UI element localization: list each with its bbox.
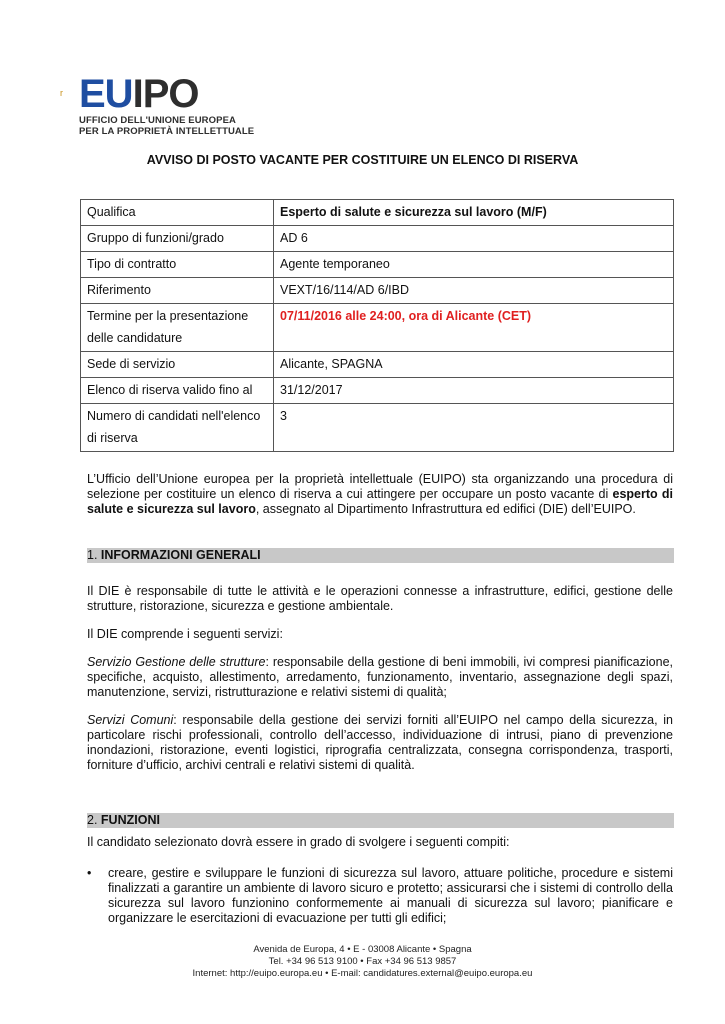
- footer-contact: Internet: http://euipo.europa.eu • E-mail: candidatures.external@euipo.europa.eu: [192, 968, 533, 979]
- logo-subtitle-line1: UFFICIO DELL'UNIONE EUROPEA: [79, 115, 236, 126]
- paragraph-common-services: [87, 713, 673, 773]
- marker-tick: r: [60, 88, 63, 98]
- paragraph: Il candidato selezionato dovrà essere in grado di svolgere i seguenti compiti:: [87, 835, 510, 849]
- footer-phone: Tel. +34 96 513 9100 • Fax +34 96 513 9857: [268, 956, 457, 967]
- section-title: INFORMAZIONI GENERALI: [100, 548, 261, 562]
- row-label: Riferimento: [81, 278, 274, 304]
- table-row: [81, 278, 674, 304]
- intro-text-a: L’Ufficio dell’Unione europea per la proprietà intellettuale (EUIPO) sta organizzando una procedura di selezione per costituire un elenco di riserva a cui attingere per occupare un posto vacante di: [87, 472, 673, 501]
- list-item: creare, gestire e sviluppare le funzioni di sicurezza sul lavoro, attuare politiche, procedure e sistemi finalizzati a garantire un ambiente di lavoro sicuro e protetto; assicurarsi che i sistemi di controllo della sicurezza sul lavoro funzionino conformemente ai manuali di sicurezza sul lavoro; pianificare e organizzare le esercitazioni di evacuazione per tutti gli edifici;: [108, 866, 673, 925]
- section-number: 1.: [87, 548, 98, 562]
- logo-ipo: IPO: [132, 72, 199, 116]
- footer-address: Avenida de Europa, 4 • E - 03008 Alicante • Spagna: [253, 944, 472, 955]
- deadline-value: 07/11/2016 alle 24:00, ora di Alicante (CET): [274, 304, 674, 352]
- table-row: [81, 404, 674, 452]
- intro-text-bold: esperto di salute e sicurezza sul lavoro: [87, 487, 673, 516]
- row-label: Sede di servizio: [81, 352, 274, 378]
- row-value: Alicante, SPAGNA: [274, 352, 674, 378]
- table-row: [81, 226, 674, 252]
- row-value: AD 6: [274, 226, 674, 252]
- section-heading-2: [87, 813, 674, 828]
- page-footer: [0, 944, 725, 980]
- row-value: 3: [274, 404, 674, 452]
- logo-wordmark: [79, 74, 198, 114]
- section-title: FUNZIONI: [100, 813, 160, 827]
- service-name: Servizio Gestione delle strutture: [87, 655, 266, 669]
- paragraph: Il DIE comprende i seguenti servizi:: [87, 627, 283, 641]
- table-row: [81, 352, 674, 378]
- table-row: [81, 378, 674, 404]
- row-label: Numero di candidati nell'elenco di riserva: [81, 404, 274, 452]
- row-value: 31/12/2017: [274, 378, 674, 404]
- row-value: VEXT/16/114/AD 6/IBD: [274, 278, 674, 304]
- logo-eu: EU: [79, 72, 133, 116]
- row-value: Agente temporaneo: [274, 252, 674, 278]
- table-row: [81, 304, 674, 352]
- paragraph: Il DIE è responsabile di tutte le attività e le operazioni connesse a infrastrutture, edifici, gestione delle strutture, ristorazione, sicurezza e gestione ambientale.: [87, 584, 673, 613]
- row-value: Esperto di salute e sicurezza sul lavoro (M/F): [274, 200, 674, 226]
- logo-subtitle-line2: PER LA PROPRIETÀ INTELLETTUALE: [79, 126, 255, 137]
- row-label: Tipo di contratto: [81, 252, 274, 278]
- table-row: [81, 200, 674, 226]
- intro-paragraph: [87, 472, 673, 517]
- row-label: Elenco di riserva valido fino al: [81, 378, 274, 404]
- section-number: 2.: [87, 813, 98, 827]
- section-heading-1: [87, 548, 674, 563]
- row-label: Termine per la presentazione delle candidature: [81, 304, 274, 352]
- service-description: : responsabile della gestione dei servizi forniti all’EUIPO nel campo della sicurezza, in particolare rischi professionali, controllo dell’accesso, individuazione di intrusi, piano di prevenzione inondazioni, ristorazione, eventi logistici, riprografia centralizzata, consegna corrispondenza, trasporti, forniture d’ufficio, archivi centrali e relativi sistemi di qualità.: [87, 713, 673, 772]
- intro-text-c: , assegnato al Dipartimento Infrastruttura ed edifici (DIE) dell’EUIPO.: [255, 502, 636, 516]
- bullet-icon: •: [87, 866, 92, 880]
- row-label: Qualifica: [81, 200, 274, 226]
- service-name: Servizi Comuni: [87, 713, 174, 727]
- euipo-logo: [79, 72, 279, 137]
- paragraph-structures-service: [87, 655, 673, 700]
- row-label: Gruppo di funzioni/grado: [81, 226, 274, 252]
- table-row: [81, 252, 674, 278]
- vacancy-info-table: [80, 199, 674, 452]
- service-description: : responsabile della gestione di beni immobili, ivi compresi pianificazione, specifiche, acquisto, allestimento, arredamento, funzionamento, inventario, assegnazione degli spazi, manutenzione, servizi, ristrutturazione e relativi sistemi di qualità;: [87, 655, 673, 699]
- document-title: AVVISO DI POSTO VACANTE PER COSTITUIRE UN ELENCO DI RISERVA: [146, 153, 579, 167]
